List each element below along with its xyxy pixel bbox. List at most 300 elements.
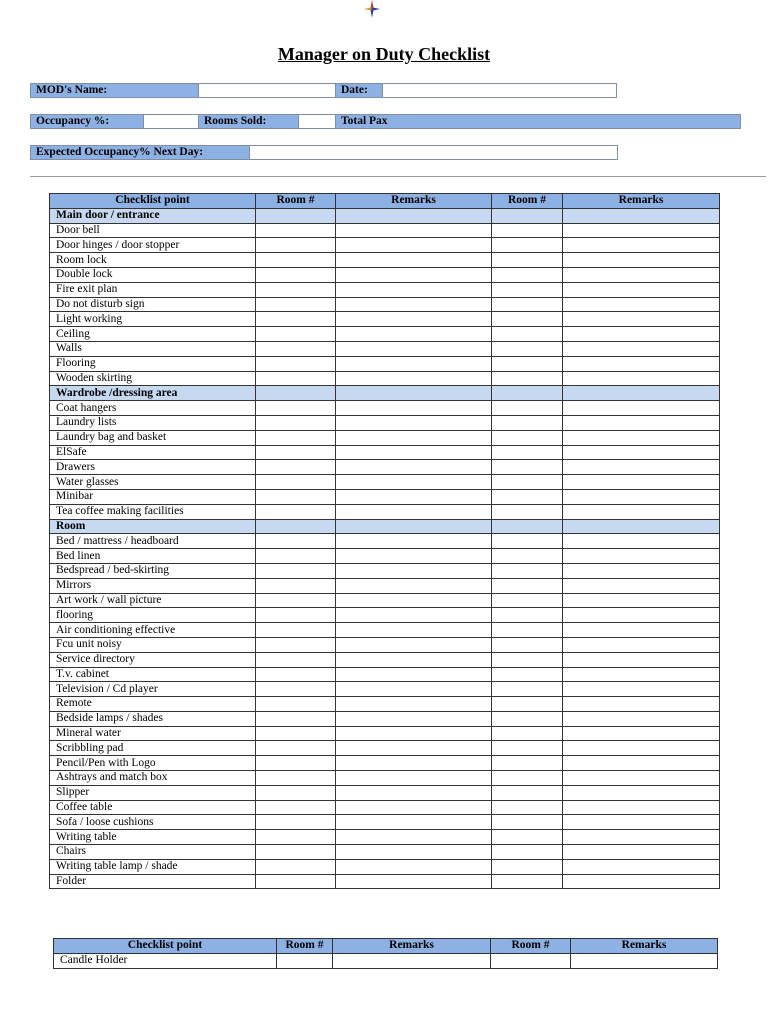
remarks-cell[interactable] bbox=[336, 430, 492, 445]
checklist-point: Service directory bbox=[50, 652, 256, 667]
room-number-cell[interactable] bbox=[492, 401, 563, 416]
room-number-cell[interactable] bbox=[492, 519, 563, 534]
table-row bbox=[50, 578, 720, 593]
room-number-cell[interactable] bbox=[492, 430, 563, 445]
remarks-cell[interactable] bbox=[336, 637, 492, 652]
remarks-cell[interactable] bbox=[336, 741, 492, 756]
room-number-cell[interactable] bbox=[256, 785, 336, 800]
room-number-cell[interactable] bbox=[256, 460, 336, 475]
room-number-cell[interactable] bbox=[492, 593, 563, 608]
remarks-cell[interactable] bbox=[336, 874, 492, 889]
table-row bbox=[50, 652, 720, 667]
room-number-cell[interactable] bbox=[256, 253, 336, 268]
checklist-point: Door bell bbox=[50, 223, 256, 238]
room-number-cell[interactable] bbox=[492, 859, 563, 874]
remarks-cell[interactable] bbox=[563, 386, 720, 401]
room-number-cell[interactable] bbox=[256, 608, 336, 623]
room-number-cell[interactable] bbox=[256, 845, 336, 860]
remarks-cell[interactable] bbox=[336, 682, 492, 697]
remarks-cell[interactable] bbox=[336, 652, 492, 667]
room-number-cell[interactable] bbox=[492, 371, 563, 386]
column-header: Remarks bbox=[563, 194, 720, 209]
checklist-point: Candle Holder bbox=[54, 953, 277, 968]
room-number-cell[interactable] bbox=[256, 341, 336, 356]
total-pax-label: Total Pax bbox=[335, 114, 741, 129]
checklist-point: Light working bbox=[50, 312, 256, 327]
checklist-point: Writing table lamp / shade bbox=[50, 859, 256, 874]
remarks-cell[interactable] bbox=[336, 401, 492, 416]
remarks-cell[interactable] bbox=[336, 297, 492, 312]
remarks-cell[interactable] bbox=[336, 504, 492, 519]
remarks-cell[interactable] bbox=[336, 519, 492, 534]
room-number-cell[interactable] bbox=[256, 297, 336, 312]
room-number-cell[interactable] bbox=[492, 297, 563, 312]
room-number-cell[interactable] bbox=[492, 534, 563, 549]
remarks-cell[interactable] bbox=[563, 667, 720, 682]
remarks-cell[interactable] bbox=[563, 430, 720, 445]
table-row bbox=[50, 267, 720, 282]
room-number-cell[interactable] bbox=[256, 327, 336, 342]
room-number-cell[interactable] bbox=[256, 356, 336, 371]
table-row bbox=[50, 830, 720, 845]
room-number-cell[interactable] bbox=[492, 741, 563, 756]
room-number-cell[interactable] bbox=[492, 815, 563, 830]
room-number-cell[interactable] bbox=[492, 800, 563, 815]
expected-occupancy-field[interactable] bbox=[249, 145, 618, 160]
occupancy-field[interactable] bbox=[143, 114, 199, 129]
remarks-cell[interactable] bbox=[336, 312, 492, 327]
room-number-cell[interactable] bbox=[256, 445, 336, 460]
room-number-cell[interactable] bbox=[256, 593, 336, 608]
table-row bbox=[50, 489, 720, 504]
room-number-cell[interactable] bbox=[492, 637, 563, 652]
room-number-cell[interactable] bbox=[492, 253, 563, 268]
room-number-cell[interactable] bbox=[256, 682, 336, 697]
table-row bbox=[50, 445, 720, 460]
room-number-cell[interactable] bbox=[492, 489, 563, 504]
checklist-header-row bbox=[50, 194, 720, 209]
room-number-cell[interactable] bbox=[256, 667, 336, 682]
mod-info-row bbox=[30, 83, 617, 98]
mod-name-field[interactable] bbox=[198, 83, 336, 98]
table-row bbox=[50, 711, 720, 726]
remarks-cell[interactable] bbox=[563, 341, 720, 356]
checklist-point: Writing table bbox=[50, 830, 256, 845]
room-number-cell[interactable] bbox=[256, 697, 336, 712]
remarks-cell[interactable] bbox=[336, 697, 492, 712]
checklist-point: Room lock bbox=[50, 253, 256, 268]
table-row bbox=[50, 415, 720, 430]
remarks-cell[interactable] bbox=[563, 253, 720, 268]
remarks-cell[interactable] bbox=[336, 667, 492, 682]
room-number-cell[interactable] bbox=[256, 504, 336, 519]
room-number-cell[interactable] bbox=[492, 608, 563, 623]
remarks-cell[interactable] bbox=[563, 519, 720, 534]
checklist-point: Remote bbox=[50, 697, 256, 712]
table-row bbox=[50, 282, 720, 297]
room-number-cell[interactable] bbox=[256, 563, 336, 578]
checklist-point: Coat hangers bbox=[50, 401, 256, 416]
section-row bbox=[50, 208, 720, 223]
checklist-point: Bed / mattress / headboard bbox=[50, 534, 256, 549]
room-number-cell[interactable] bbox=[492, 682, 563, 697]
remarks-cell[interactable] bbox=[563, 282, 720, 297]
room-number-cell[interactable] bbox=[492, 312, 563, 327]
remarks-cell[interactable] bbox=[563, 312, 720, 327]
remarks-cell[interactable] bbox=[336, 859, 492, 874]
remarks-cell[interactable] bbox=[563, 267, 720, 282]
remarks-cell[interactable] bbox=[563, 371, 720, 386]
remarks-cell[interactable] bbox=[336, 460, 492, 475]
remarks-cell[interactable] bbox=[563, 608, 720, 623]
remarks-cell[interactable] bbox=[336, 549, 492, 564]
checklist-table-2 bbox=[53, 938, 718, 969]
table-row bbox=[50, 563, 720, 578]
checklist-point: Sofa / loose cushions bbox=[50, 815, 256, 830]
room-number-cell[interactable] bbox=[492, 667, 563, 682]
room-number-cell[interactable] bbox=[256, 371, 336, 386]
room-number-cell[interactable] bbox=[256, 815, 336, 830]
checklist-point: Minibar bbox=[50, 489, 256, 504]
remarks-cell[interactable] bbox=[336, 386, 492, 401]
table-row bbox=[50, 549, 720, 564]
table-row bbox=[50, 327, 720, 342]
checklist-point: Fcu unit noisy bbox=[50, 637, 256, 652]
remarks-cell[interactable] bbox=[563, 327, 720, 342]
room-number-cell[interactable] bbox=[256, 401, 336, 416]
remarks-cell[interactable] bbox=[336, 608, 492, 623]
room-number-cell[interactable] bbox=[492, 475, 563, 490]
remarks-cell[interactable] bbox=[563, 223, 720, 238]
remarks-cell[interactable] bbox=[563, 208, 720, 223]
remarks-cell[interactable] bbox=[336, 726, 492, 741]
table-row bbox=[50, 430, 720, 445]
remarks-cell[interactable] bbox=[563, 534, 720, 549]
checklist-point: ElSafe bbox=[50, 445, 256, 460]
room-number-cell[interactable] bbox=[492, 386, 563, 401]
checklist-point: Ashtrays and match box bbox=[50, 771, 256, 786]
remarks-cell[interactable] bbox=[563, 563, 720, 578]
remarks-cell[interactable] bbox=[336, 489, 492, 504]
remarks-cell[interactable] bbox=[563, 445, 720, 460]
remarks-cell[interactable] bbox=[571, 953, 718, 968]
room-number-cell[interactable] bbox=[256, 267, 336, 282]
occupancy-row bbox=[30, 114, 741, 129]
table-row bbox=[50, 800, 720, 815]
rooms-sold-label: Rooms Sold: bbox=[198, 114, 299, 129]
remarks-cell[interactable] bbox=[563, 815, 720, 830]
remarks-cell[interactable] bbox=[563, 623, 720, 638]
room-number-cell[interactable] bbox=[256, 859, 336, 874]
checklist-point: Walls bbox=[50, 341, 256, 356]
room-number-cell[interactable] bbox=[492, 208, 563, 223]
room-number-cell[interactable] bbox=[492, 460, 563, 475]
remarks-cell[interactable] bbox=[336, 534, 492, 549]
remarks-cell[interactable] bbox=[563, 756, 720, 771]
remarks-cell[interactable] bbox=[336, 327, 492, 342]
checklist-point: Ceiling bbox=[50, 327, 256, 342]
remarks-cell[interactable] bbox=[563, 726, 720, 741]
remarks-cell[interactable] bbox=[563, 593, 720, 608]
remarks-cell[interactable] bbox=[336, 415, 492, 430]
table-row bbox=[50, 371, 720, 386]
table-row bbox=[50, 726, 720, 741]
checklist-point: Folder bbox=[50, 874, 256, 889]
room-number-cell[interactable] bbox=[492, 697, 563, 712]
remarks-cell[interactable] bbox=[563, 697, 720, 712]
room-number-cell[interactable] bbox=[256, 415, 336, 430]
room-number-cell[interactable] bbox=[256, 652, 336, 667]
remarks-cell[interactable] bbox=[336, 356, 492, 371]
checklist-point: Pencil/Pen with Logo bbox=[50, 756, 256, 771]
column-header: Checklist point bbox=[54, 939, 277, 954]
remarks-cell[interactable] bbox=[336, 475, 492, 490]
column-header: Room # bbox=[256, 194, 336, 209]
room-number-cell[interactable] bbox=[256, 578, 336, 593]
section-row bbox=[50, 519, 720, 534]
room-number-cell[interactable] bbox=[256, 637, 336, 652]
date-field[interactable] bbox=[382, 83, 617, 98]
room-number-cell[interactable] bbox=[492, 652, 563, 667]
expected-occupancy-row bbox=[30, 145, 618, 160]
room-number-cell[interactable] bbox=[256, 519, 336, 534]
remarks-cell[interactable] bbox=[336, 830, 492, 845]
room-number-cell[interactable] bbox=[256, 800, 336, 815]
room-number-cell[interactable] bbox=[492, 711, 563, 726]
remarks-cell[interactable] bbox=[336, 445, 492, 460]
room-number-cell[interactable] bbox=[492, 874, 563, 889]
remarks-cell[interactable] bbox=[563, 475, 720, 490]
remarks-cell[interactable] bbox=[563, 549, 720, 564]
remarks-cell[interactable] bbox=[563, 401, 720, 416]
remarks-cell[interactable] bbox=[563, 711, 720, 726]
checklist-point: Water glasses bbox=[50, 475, 256, 490]
room-number-cell[interactable] bbox=[492, 341, 563, 356]
checklist-point: Chairs bbox=[50, 845, 256, 860]
section-title: Main door / entrance bbox=[50, 208, 256, 223]
table-row bbox=[50, 667, 720, 682]
checklist-point: Bedspread / bed-skirting bbox=[50, 563, 256, 578]
table-row bbox=[50, 623, 720, 638]
room-number-cell[interactable] bbox=[256, 430, 336, 445]
remarks-cell[interactable] bbox=[563, 830, 720, 845]
table-row bbox=[50, 593, 720, 608]
remarks-cell[interactable] bbox=[336, 578, 492, 593]
checklist-point: Scribbling pad bbox=[50, 741, 256, 756]
room-number-cell[interactable] bbox=[256, 711, 336, 726]
room-number-cell[interactable] bbox=[492, 282, 563, 297]
room-number-cell[interactable] bbox=[492, 578, 563, 593]
room-number-cell[interactable] bbox=[492, 549, 563, 564]
checklist-point: Art work / wall picture bbox=[50, 593, 256, 608]
room-number-cell[interactable] bbox=[492, 223, 563, 238]
table-row bbox=[50, 460, 720, 475]
remarks-cell[interactable] bbox=[563, 741, 720, 756]
table-row bbox=[50, 682, 720, 697]
remarks-cell[interactable] bbox=[336, 771, 492, 786]
remarks-cell[interactable] bbox=[563, 578, 720, 593]
remarks-cell[interactable] bbox=[336, 238, 492, 253]
room-number-cell[interactable] bbox=[492, 238, 563, 253]
checklist-table bbox=[49, 193, 720, 889]
table-row bbox=[50, 534, 720, 549]
checklist-point: Wooden skirting bbox=[50, 371, 256, 386]
divider bbox=[30, 176, 766, 177]
room-number-cell[interactable] bbox=[256, 741, 336, 756]
checklist-2-header-row bbox=[54, 939, 718, 954]
room-number-cell[interactable] bbox=[492, 623, 563, 638]
table-row bbox=[50, 845, 720, 860]
remarks-cell[interactable] bbox=[563, 771, 720, 786]
room-number-cell[interactable] bbox=[256, 623, 336, 638]
table-row bbox=[50, 741, 720, 756]
section-title: Wardrobe /dressing area bbox=[50, 386, 256, 401]
checklist-point: flooring bbox=[50, 608, 256, 623]
checklist-point: Bed linen bbox=[50, 549, 256, 564]
room-number-cell[interactable] bbox=[492, 356, 563, 371]
room-number-cell[interactable] bbox=[492, 785, 563, 800]
checklist-point: Door hinges / door stopper bbox=[50, 238, 256, 253]
remarks-cell[interactable] bbox=[336, 282, 492, 297]
room-number-cell[interactable] bbox=[256, 386, 336, 401]
remarks-cell[interactable] bbox=[336, 371, 492, 386]
remarks-cell[interactable] bbox=[563, 682, 720, 697]
room-number-cell[interactable] bbox=[256, 726, 336, 741]
expected-occupancy-label: Expected Occupancy% Next Day: bbox=[30, 145, 250, 160]
column-header: Remarks bbox=[336, 194, 492, 209]
checklist-point: Fire exit plan bbox=[50, 282, 256, 297]
table-row bbox=[50, 356, 720, 371]
remarks-cell[interactable] bbox=[336, 593, 492, 608]
room-number-cell[interactable] bbox=[492, 327, 563, 342]
remarks-cell[interactable] bbox=[563, 460, 720, 475]
page-title: Manager on Duty Checklist bbox=[277, 44, 491, 64]
remarks-cell[interactable] bbox=[336, 341, 492, 356]
table-row bbox=[50, 253, 720, 268]
remarks-cell[interactable] bbox=[336, 223, 492, 238]
remarks-cell[interactable] bbox=[336, 800, 492, 815]
room-number-cell[interactable] bbox=[256, 771, 336, 786]
checklist-point: Tea coffee making facilities bbox=[50, 504, 256, 519]
column-header: Remarks bbox=[571, 939, 718, 954]
room-number-cell[interactable] bbox=[256, 238, 336, 253]
remarks-cell[interactable] bbox=[336, 711, 492, 726]
column-header: Room # bbox=[491, 939, 571, 954]
room-number-cell[interactable] bbox=[256, 223, 336, 238]
remarks-cell[interactable] bbox=[563, 238, 720, 253]
room-number-cell[interactable] bbox=[492, 726, 563, 741]
checklist-point: Slipper bbox=[50, 785, 256, 800]
room-number-cell[interactable] bbox=[492, 267, 563, 282]
checklist-point: Bedside lamps / shades bbox=[50, 711, 256, 726]
room-number-cell[interactable] bbox=[256, 756, 336, 771]
checklist-point: Do not disturb sign bbox=[50, 297, 256, 312]
table-row bbox=[50, 312, 720, 327]
remarks-cell[interactable] bbox=[336, 815, 492, 830]
room-number-cell[interactable] bbox=[277, 953, 333, 968]
remarks-cell[interactable] bbox=[563, 845, 720, 860]
remarks-cell[interactable] bbox=[336, 267, 492, 282]
table-row bbox=[50, 637, 720, 652]
room-number-cell[interactable] bbox=[256, 282, 336, 297]
column-header: Remarks bbox=[333, 939, 491, 954]
room-number-cell[interactable] bbox=[491, 953, 571, 968]
remarks-cell[interactable] bbox=[333, 953, 491, 968]
table-row bbox=[50, 608, 720, 623]
remarks-cell[interactable] bbox=[563, 504, 720, 519]
room-number-cell[interactable] bbox=[492, 845, 563, 860]
column-header: Room # bbox=[277, 939, 333, 954]
rooms-sold-field[interactable] bbox=[298, 114, 336, 129]
occupancy-label: Occupancy %: bbox=[30, 114, 144, 129]
table-row bbox=[50, 238, 720, 253]
remarks-cell[interactable] bbox=[336, 563, 492, 578]
room-number-cell[interactable] bbox=[492, 415, 563, 430]
room-number-cell[interactable] bbox=[256, 830, 336, 845]
room-number-cell[interactable] bbox=[492, 756, 563, 771]
remarks-cell[interactable] bbox=[336, 756, 492, 771]
table-row bbox=[50, 223, 720, 238]
room-number-cell[interactable] bbox=[256, 489, 336, 504]
table-row bbox=[50, 475, 720, 490]
checklist-point: Flooring bbox=[50, 356, 256, 371]
remarks-cell[interactable] bbox=[563, 652, 720, 667]
remarks-cell[interactable] bbox=[563, 800, 720, 815]
table-row bbox=[50, 771, 720, 786]
room-number-cell[interactable] bbox=[492, 830, 563, 845]
checklist-point: Drawers bbox=[50, 460, 256, 475]
remarks-cell[interactable] bbox=[563, 297, 720, 312]
room-number-cell[interactable] bbox=[256, 534, 336, 549]
remarks-cell[interactable] bbox=[563, 489, 720, 504]
checklist-point: Mineral water bbox=[50, 726, 256, 741]
table-row bbox=[50, 401, 720, 416]
remarks-cell[interactable] bbox=[336, 785, 492, 800]
room-number-cell[interactable] bbox=[256, 475, 336, 490]
room-number-cell[interactable] bbox=[256, 549, 336, 564]
remarks-cell[interactable] bbox=[563, 637, 720, 652]
table-row bbox=[54, 953, 718, 968]
compass-star-icon bbox=[364, 0, 380, 18]
room-number-cell[interactable] bbox=[492, 563, 563, 578]
mod-name-label: MOD's Name: bbox=[30, 83, 199, 98]
remarks-cell[interactable] bbox=[336, 623, 492, 638]
remarks-cell[interactable] bbox=[563, 785, 720, 800]
remarks-cell[interactable] bbox=[563, 859, 720, 874]
table-row bbox=[50, 756, 720, 771]
remarks-cell[interactable] bbox=[336, 253, 492, 268]
checklist-point: Mirrors bbox=[50, 578, 256, 593]
checklist-point: T.v. cabinet bbox=[50, 667, 256, 682]
table-row bbox=[50, 697, 720, 712]
checklist-point: Television / Cd player bbox=[50, 682, 256, 697]
remarks-cell[interactable] bbox=[336, 845, 492, 860]
room-number-cell[interactable] bbox=[256, 208, 336, 223]
table-row bbox=[50, 785, 720, 800]
remarks-cell[interactable] bbox=[563, 874, 720, 889]
room-number-cell[interactable] bbox=[256, 874, 336, 889]
checklist-point: Air conditioning effective bbox=[50, 623, 256, 638]
column-header: Room # bbox=[492, 194, 563, 209]
room-number-cell[interactable] bbox=[492, 504, 563, 519]
remarks-cell[interactable] bbox=[336, 208, 492, 223]
table-row bbox=[50, 874, 720, 889]
remarks-cell[interactable] bbox=[563, 415, 720, 430]
room-number-cell[interactable] bbox=[492, 445, 563, 460]
room-number-cell[interactable] bbox=[256, 312, 336, 327]
remarks-cell[interactable] bbox=[563, 356, 720, 371]
room-number-cell[interactable] bbox=[492, 771, 563, 786]
